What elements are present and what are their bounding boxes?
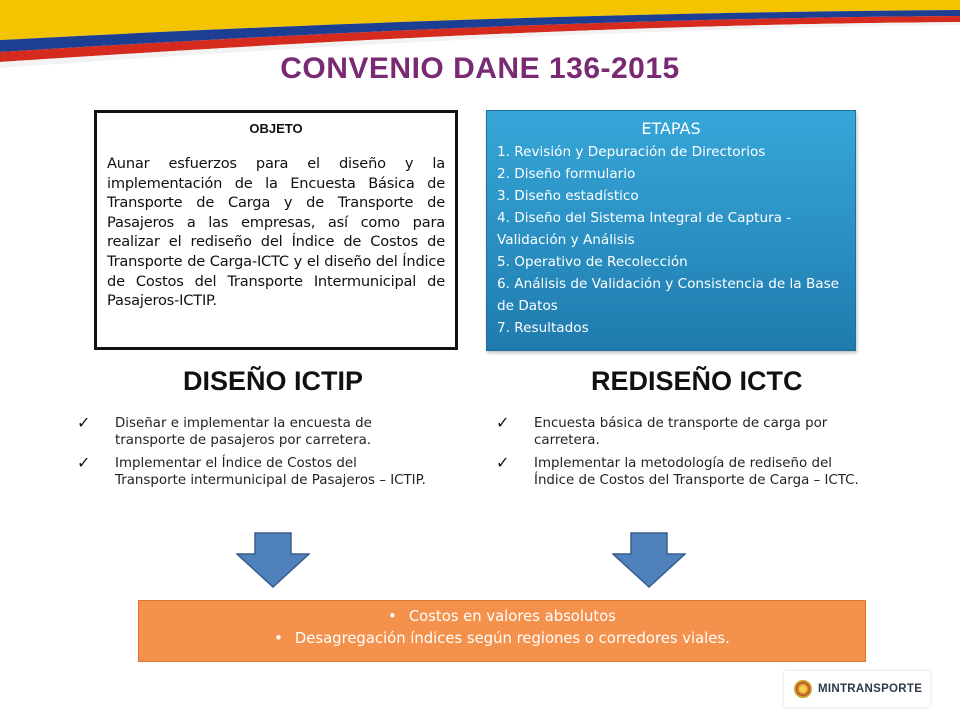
list-item-text: Implementar la metodología de rediseño del Índice de Costos del Transporte de Carga – ICTC.	[534, 456, 859, 488]
etapas-box	[486, 110, 856, 351]
mintransporte-logo	[784, 671, 930, 707]
list-item	[77, 455, 427, 489]
down-arrow-icon	[236, 532, 310, 588]
etapas-item: 4. Diseño del Sistema Integral de Captura - Validación y Análisis	[497, 210, 792, 248]
list-item	[496, 455, 876, 489]
results-item: • Desagregación índices según regiones o corredores viales.	[147, 628, 857, 650]
results-list	[147, 606, 857, 650]
results-item: • Costos en valores absolutos	[147, 606, 857, 628]
etapas-item: 1. Revisión y Depuración de Directorios	[497, 144, 766, 160]
rediseno-ictc-list	[496, 415, 876, 495]
etapas-item: 5. Operativo de Recolección	[497, 254, 688, 270]
etapas-item: 2. Diseño formulario	[497, 166, 636, 182]
etapas-item: 7. Resultados	[497, 320, 589, 336]
diseno-ictip-heading: DISEÑO ICTIP	[183, 366, 364, 396]
rediseno-ictc-heading: REDISEÑO ICTC	[591, 366, 803, 396]
coat-of-arms-icon	[794, 680, 812, 698]
list-item-text: Encuesta básica de transporte de carga por carretera.	[534, 416, 828, 448]
list-item	[496, 415, 876, 449]
etapas-item: 3. Diseño estadístico	[497, 188, 639, 204]
list-item-text: Diseñar e implementar la encuesta de transporte de pasajeros por carretera.	[115, 416, 372, 448]
checkmark-icon: ✓	[77, 453, 91, 472]
etapas-heading: ETAPAS	[641, 119, 701, 138]
checkmark-icon: ✓	[496, 453, 510, 472]
checkmark-icon: ✓	[496, 413, 510, 432]
list-item	[77, 415, 427, 449]
objeto-box	[94, 110, 458, 350]
objeto-heading: OBJETO	[249, 121, 303, 136]
etapas-item: 6. Análisis de Validación y Consistencia de la Base de Datos	[497, 276, 840, 314]
diseno-ictip-list	[77, 415, 427, 495]
objeto-text: Aunar esfuerzos para el diseño y la implementación de la Encuesta Básica de Transporte de Carga y de Transporte de Pasajeros a las empresas, así como para realizar el rediseño del Índice de Costos de Transporte de Carga-ICTC y el diseño del Índice de Costos del Transporte Intermunicipal de Pasajeros-ICTIP.	[107, 155, 445, 310]
logo-text: MINTRANSPORTE	[818, 683, 923, 695]
checkmark-icon: ✓	[77, 413, 91, 432]
etapas-list	[497, 141, 845, 339]
results-box	[138, 600, 866, 662]
page-title: CONVENIO DANE 136-2015	[280, 52, 680, 85]
down-arrow-icon	[612, 532, 686, 588]
list-item-text: Implementar el Índice de Costos del Transporte intermunicipal de Pasajeros – ICTIP.	[115, 456, 426, 488]
